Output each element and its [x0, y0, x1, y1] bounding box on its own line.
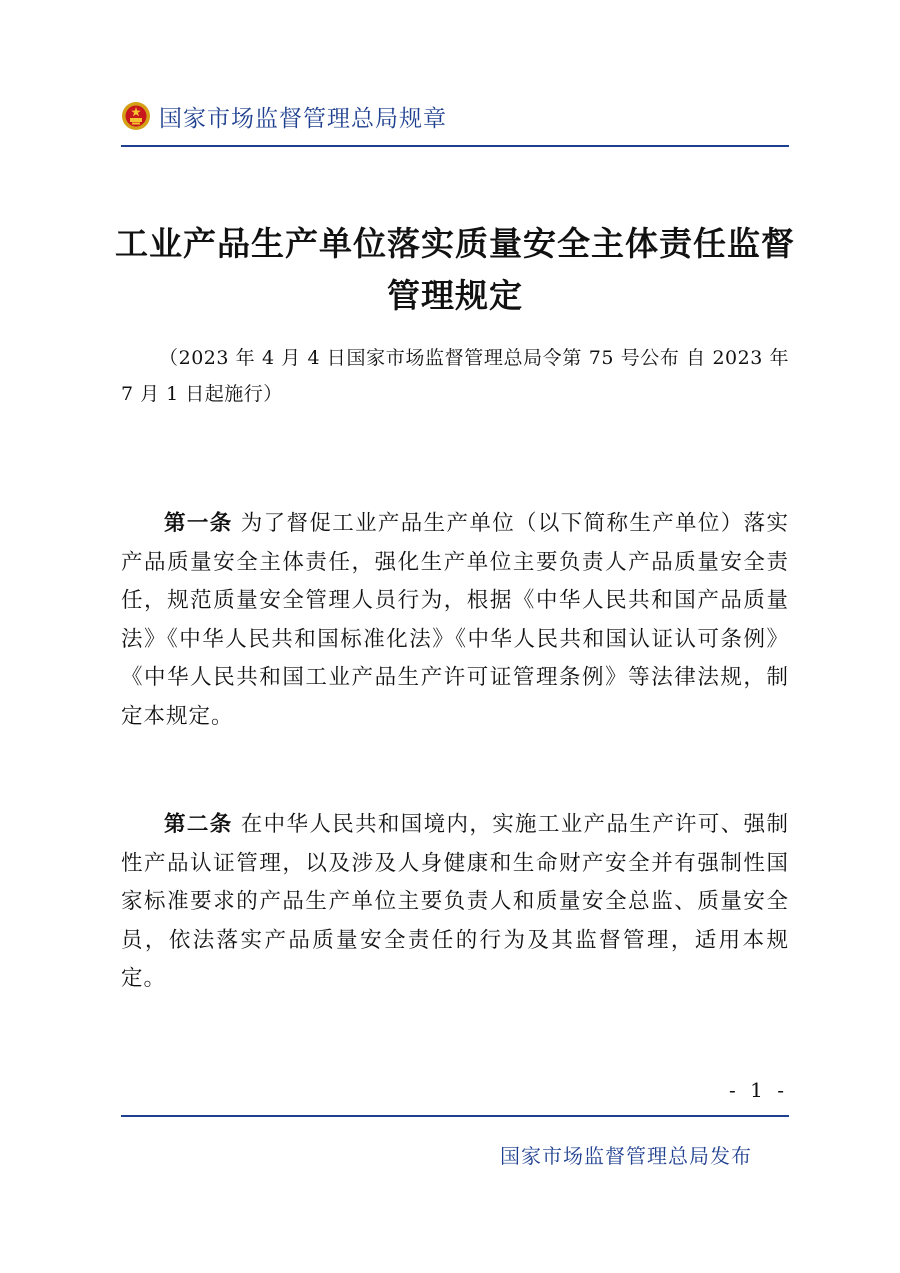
page-header: [121, 96, 447, 136]
article-1: [121, 505, 789, 737]
article-text: 为了督促工业产品生产单位（以下简称生产单位）落实产品质量安全主体责任，强化生产单位主要负责人产品质量安全责任，规范质量安全管理人员行为，根据《中华人民共和国产品质量法》《中华人民共和国标准化法》《中华人民共和国认证认可条例》《中华人民共和国工业产品生产许可证管理条例》等法律法规，制定本规定。: [121, 511, 789, 729]
article-2: [121, 806, 789, 999]
national-emblem-icon: [121, 101, 151, 131]
article-text: 在中华人民共和国境内，实施工业产品生产许可、强制性产品认证管理，以及涉及人身健康和生命财产安全并有强制性国家标准要求的产品生产单位主要负责人和质量安全总监、质量安全员，依法落实产品质量安全责任的行为及其监督管理，适用本规定。: [121, 812, 789, 992]
document-title: 工业产品生产单位落实质量安全主体责任监督管理规定: [115, 224, 795, 315]
header-title: 国家市场监督管理总局规章: [159, 105, 447, 132]
promulgation-note: （2023 年 4 月 4 日国家市场监督管理总局令第 75 号公布 自 2023 年 7 月 1 日起施行）: [121, 347, 789, 405]
article-label: 第二条: [164, 812, 233, 837]
header-divider: [121, 145, 789, 147]
article-label: 第一条: [164, 511, 233, 536]
page-number: - 1 -: [729, 1078, 788, 1102]
footer-divider: [121, 1115, 789, 1117]
footer-issuer: 国家市场监督管理总局发布: [500, 1144, 752, 1168]
